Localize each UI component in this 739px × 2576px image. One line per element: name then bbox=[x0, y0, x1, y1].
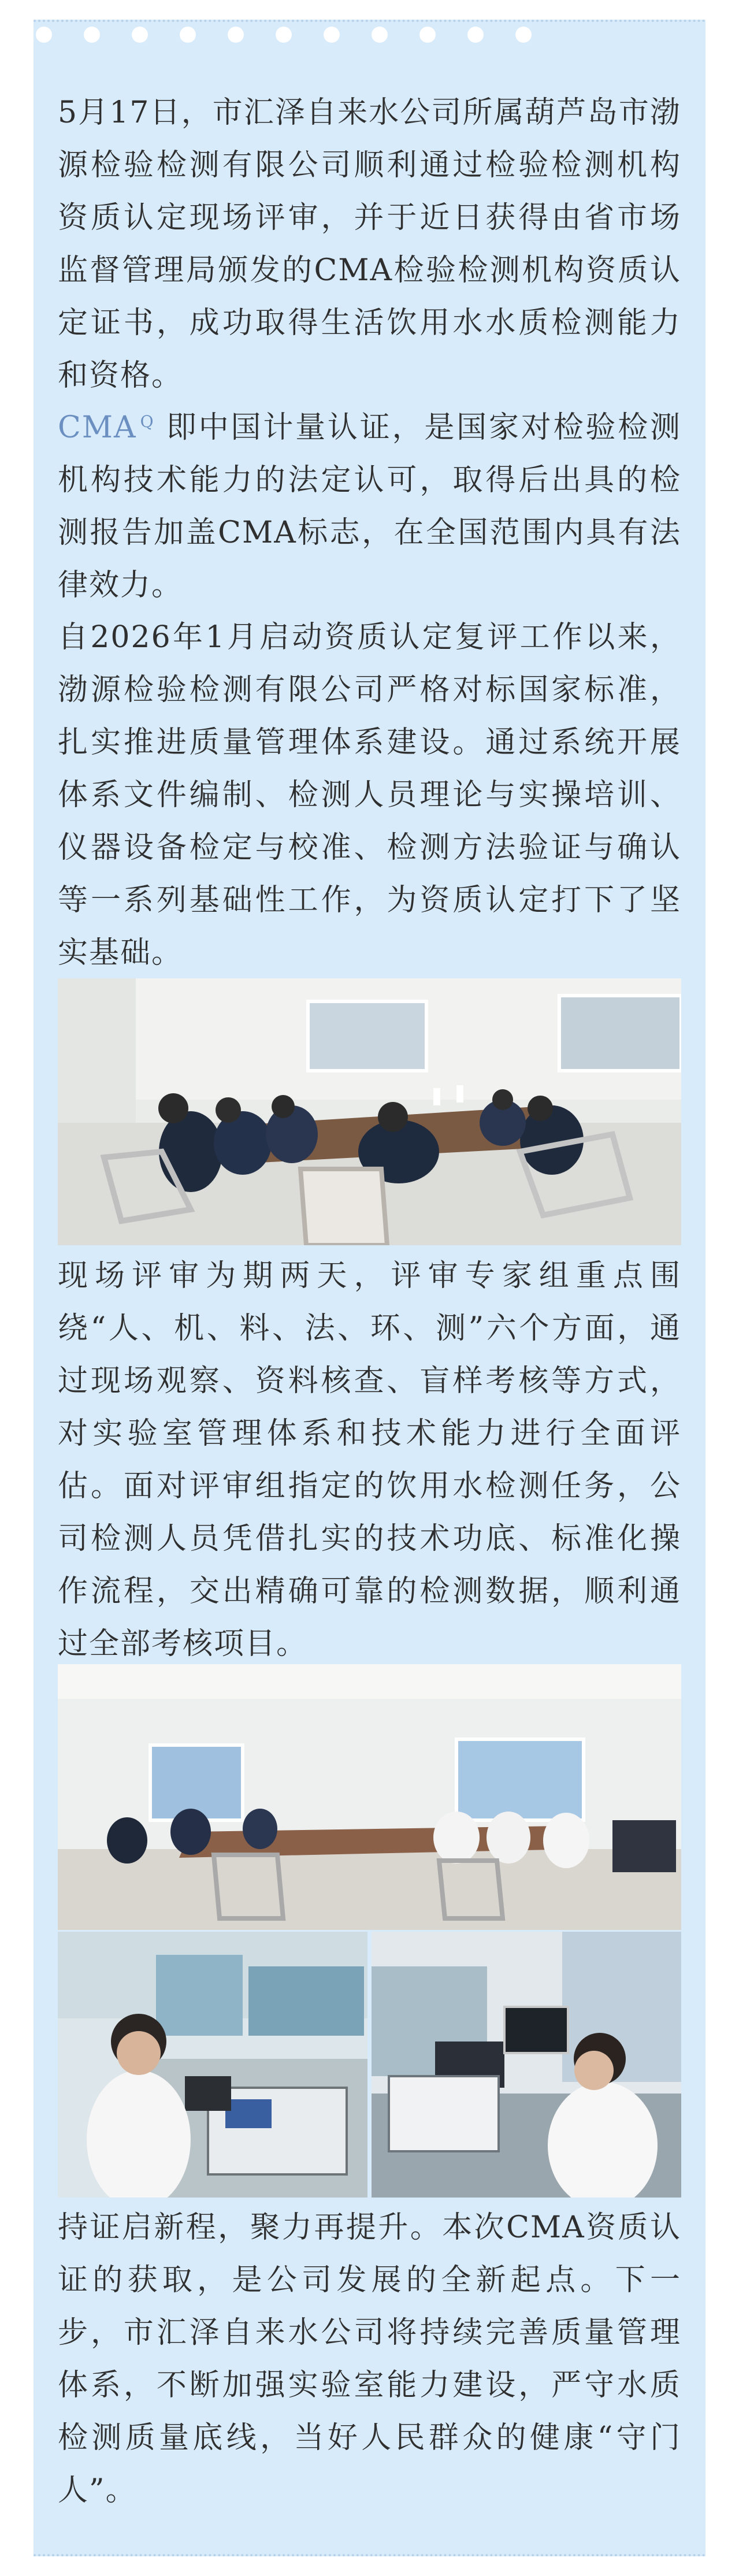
dot bbox=[324, 27, 340, 43]
lab-technician-photo bbox=[58, 1932, 367, 2198]
meeting-photo bbox=[58, 978, 681, 1245]
cma-definition-text: 即中国计量认证，是国家对检验检测机构技术能力的法定认可，取得后出具的检测报告加盖CMA标志，在全国范围内具有法律效力。 bbox=[58, 410, 681, 603]
dot bbox=[372, 27, 388, 43]
paragraph-intro: 5月17日，市汇泽自来水公司所属葫芦岛市渤源检验检测有限公司顺利通过检验检测机构资质认定现场评审，并于近日获得由省市场监督管理局颁发的CMA检验检测机构资质认定证书，成功取得生活饮用水水质检测能力和资格。 bbox=[58, 95, 681, 393]
dot bbox=[467, 27, 484, 43]
dot bbox=[132, 27, 148, 43]
paragraph-outlook: 持证启新程，聚力再提升。本次CMA资质认证的获取，是公司发展的全新起点。下一步，市汇泽自来水公司将持续完善质量管理体系，不断加强实验室能力建设，严守水质检测质量底线，当好人民群众的健康“守门人”。 bbox=[58, 2210, 681, 2508]
paragraph-cma-definition bbox=[58, 402, 681, 612]
dot bbox=[36, 27, 52, 43]
paragraph-review: 现场评审为期两天，评审专家组重点围绕“人、机、料、法、环、测”六个方面，通过现场观察、资料核查、盲样考核等方式，对实验室管理体系和技术能力进行全面评估。面对评审组指定的饮用水检测任务，公司检测人员凭借扎实的技术功底、标准化操作流程，交出精确可靠的检测数据，顺利通过全部考核项目。 bbox=[58, 1259, 681, 1661]
dot bbox=[419, 27, 436, 43]
cma-keyword-link[interactable] bbox=[58, 410, 155, 445]
lab-analyst-photo bbox=[372, 1932, 681, 2198]
paragraph-preparation: 自2026年1月启动资质认定复评工作以来，渤源检验检测有限公司严格对标国家标准，扎实推进质量管理体系建设。通过系统开展体系文件编制、检测人员理论与实操培训、仪器设备检定与校准、检测方法验证与确认等一系列基础性工作，为资质认定打下了坚实基础。 bbox=[58, 620, 681, 970]
dot bbox=[84, 27, 100, 43]
search-icon: Q bbox=[140, 411, 155, 431]
dot bbox=[180, 27, 196, 43]
dot bbox=[276, 27, 292, 43]
cma-link-text: CMA bbox=[58, 410, 137, 445]
dot bbox=[228, 27, 244, 43]
review-room-photo bbox=[58, 1664, 681, 1930]
decorative-dot-row bbox=[36, 23, 614, 46]
dot bbox=[515, 27, 532, 43]
